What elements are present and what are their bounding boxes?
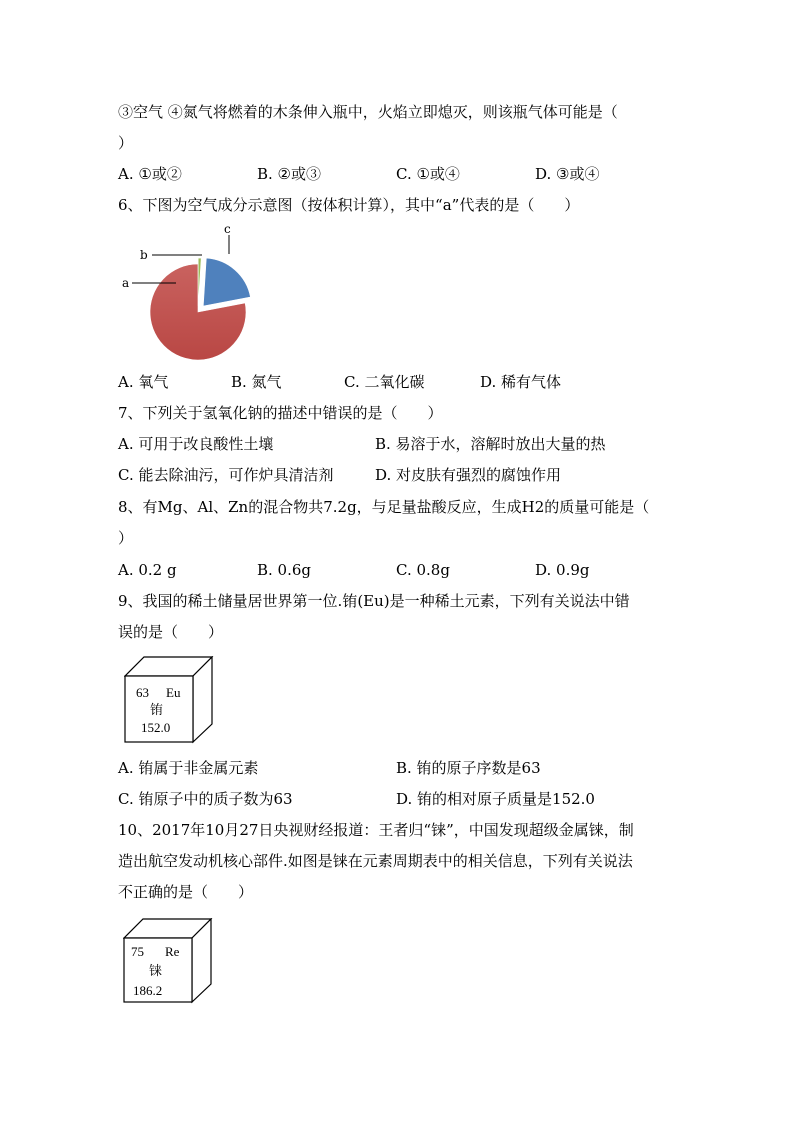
q10-stem-line2: 造出航空发动机核心部件.如图是铼在元素周期表中的相关信息，下列有关说法 xyxy=(118,852,633,870)
q9-option-d[interactable]: D. 铕的相对原子质量是152.0 xyxy=(396,790,595,808)
pie-slice-c xyxy=(203,258,250,306)
q5-option-c[interactable]: C. ①或④ xyxy=(396,165,460,183)
q5-option-d[interactable]: D. ③或④ xyxy=(535,165,600,183)
q5-option-b[interactable]: B. ②或③ xyxy=(257,165,322,183)
re-name: 铼 xyxy=(149,963,163,978)
q6-option-c[interactable]: C. 二氧化碳 xyxy=(344,373,425,391)
eu-symbol: Eu xyxy=(166,685,181,700)
q6-stem: 6、下图为空气成分示意图（按体积计算），其中“a”代表的是（ ） xyxy=(118,196,580,214)
re-atomic-number: 75 xyxy=(131,944,144,959)
pie-svg xyxy=(118,220,278,365)
eu-name: 铕 xyxy=(150,702,164,717)
q6-option-b[interactable]: B. 氮气 xyxy=(231,373,282,391)
pie-label-b: b xyxy=(140,248,148,262)
pie-label-c: c xyxy=(224,222,231,236)
q9-option-b[interactable]: B. 铕的原子序数是63 xyxy=(396,759,541,777)
re-symbol: Re xyxy=(165,944,180,959)
q7-option-a[interactable]: A. 可用于改良酸性土壤 xyxy=(118,435,274,453)
q8-stem-line2: ） xyxy=(118,529,134,547)
q7-option-c[interactable]: C. 能去除油污，可作炉具清洁剂 xyxy=(118,466,334,484)
eu-atomic-number: 63 xyxy=(136,685,149,700)
q9-stem-line1: 9、我国的稀土储量居世界第一位.铕(Eu)是一种稀土元素，下列有关说法中错 xyxy=(118,592,630,610)
q5-stem-line2: ） xyxy=(118,134,134,152)
q8-option-c[interactable]: C. 0.8g xyxy=(396,561,450,579)
re-atomic-mass: 186.2 xyxy=(133,983,163,998)
pie-label-a: a xyxy=(122,276,130,290)
q8-stem-line1: 8、有Mg、Al、Zn的混合物共7.2g，与足量盐酸反应，生成H2的质量可能是（ xyxy=(118,498,650,516)
q6-option-a[interactable]: A. 氧气 xyxy=(118,373,169,391)
q10-stem-line3: 不正确的是（ ） xyxy=(118,883,254,901)
rhenium-element-card xyxy=(123,918,213,1004)
q8-option-b[interactable]: B. 0.6g xyxy=(257,561,312,579)
europium-element-card xyxy=(124,656,214,744)
q7-option-b[interactable]: B. 易溶于水，溶解时放出大量的热 xyxy=(375,435,606,453)
q6-option-d[interactable]: D. 稀有气体 xyxy=(480,373,562,391)
q10-stem-line1: 10、2017年10月27日央视财经报道：王者归“铼”，中国发现超级金属铼，制 xyxy=(118,821,634,839)
pie-slice-b xyxy=(198,258,201,306)
q9-option-c[interactable]: C. 铕原子中的质子数为63 xyxy=(118,790,293,808)
eu-atomic-mass: 152.0 xyxy=(141,720,171,735)
air-composition-pie-chart xyxy=(118,220,278,365)
q7-option-d[interactable]: D. 对皮肤有强烈的腐蚀作用 xyxy=(375,466,562,484)
q8-option-d[interactable]: D. 0.9g xyxy=(535,561,590,579)
q8-option-a[interactable]: A. 0.2 g xyxy=(118,561,177,579)
q7-stem: 7、下列关于氢氧化钠的描述中错误的是（ ） xyxy=(118,404,443,422)
q5-stem-line1: ③空气 ④氮气将燃着的木条伸入瓶中，火焰立即熄灭，则该瓶气体可能是（ xyxy=(118,103,618,121)
q5-option-a[interactable]: A. ①或② xyxy=(118,165,182,183)
q9-stem-line2: 误的是（ ） xyxy=(118,623,224,641)
q9-option-a[interactable]: A. 铕属于非金属元素 xyxy=(118,759,259,777)
